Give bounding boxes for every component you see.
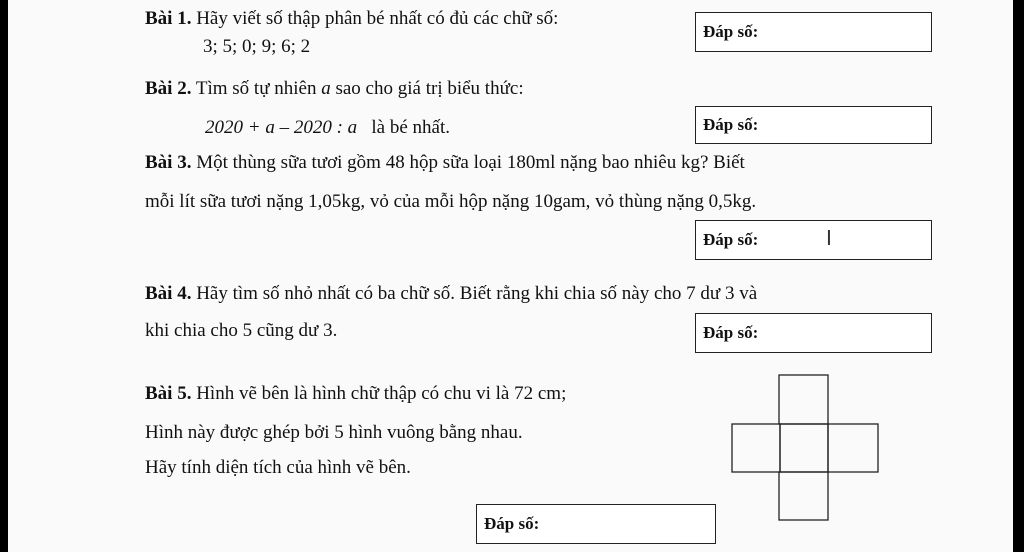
exercise-1-line-1: Bài 1. Hãy viết số thập phân bé nhất có đủ các chữ số: (145, 8, 559, 29)
exercise-5-line-3: Hãy tính diện tích của hình vẽ bên. (145, 457, 411, 478)
answer-label-1: Đáp số: (703, 22, 759, 41)
cross-square-right (828, 424, 878, 472)
exercise-4-line-2: khi chia cho 5 cũng dư 3. (145, 320, 338, 341)
answer-label-3: Đáp số: (703, 230, 759, 249)
exercise-5-line-2: Hình này được ghép bởi 5 hình vuông bằng nhau. (145, 422, 523, 443)
cross-square-left (732, 424, 780, 472)
exercise-2-line-1: Bài 2. Tìm số tự nhiên a sao cho giá trị biểu thức: (145, 78, 524, 99)
exercise-5-line-1: Bài 5. Hình vẽ bên là hình chữ thập có chu vi là 72 cm; (145, 383, 567, 404)
exercise-4-line-1: Bài 4. Hãy tìm số nhỏ nhất có ba chữ số. Biết rằng khi chia số này cho 7 dư 3 và (145, 283, 758, 304)
exercise-2-expression: 2020 + a – 2020 : a là bé nhất. (205, 117, 451, 138)
exercise-3-line-2: mỗi lít sữa tươi nặng 1,05kg, vỏ của mỗi hộp nặng 10gam, vỏ thùng nặng 0,5kg. (145, 191, 757, 212)
exercise-3-line-1: Bài 3. Một thùng sữa tươi gồm 48 hộp sữa loại 180ml nặng bao nhiêu kg? Biết (145, 152, 745, 173)
cross-square-top (779, 375, 828, 424)
answer-label-4: Đáp số: (703, 323, 759, 342)
exercise-2-text: Tìm số tự nhiên a sao cho giá trị biểu thức: (195, 78, 524, 99)
cross-square-bottom (779, 472, 828, 520)
exercise-1-digits: 3; 5; 0; 9; 6; 2 (203, 36, 311, 57)
answer-label-5: Đáp số: (484, 514, 540, 533)
cross-square-center (780, 424, 828, 472)
text-cursor-icon: I (826, 226, 832, 250)
answer-label-2: Đáp số: (703, 115, 759, 134)
